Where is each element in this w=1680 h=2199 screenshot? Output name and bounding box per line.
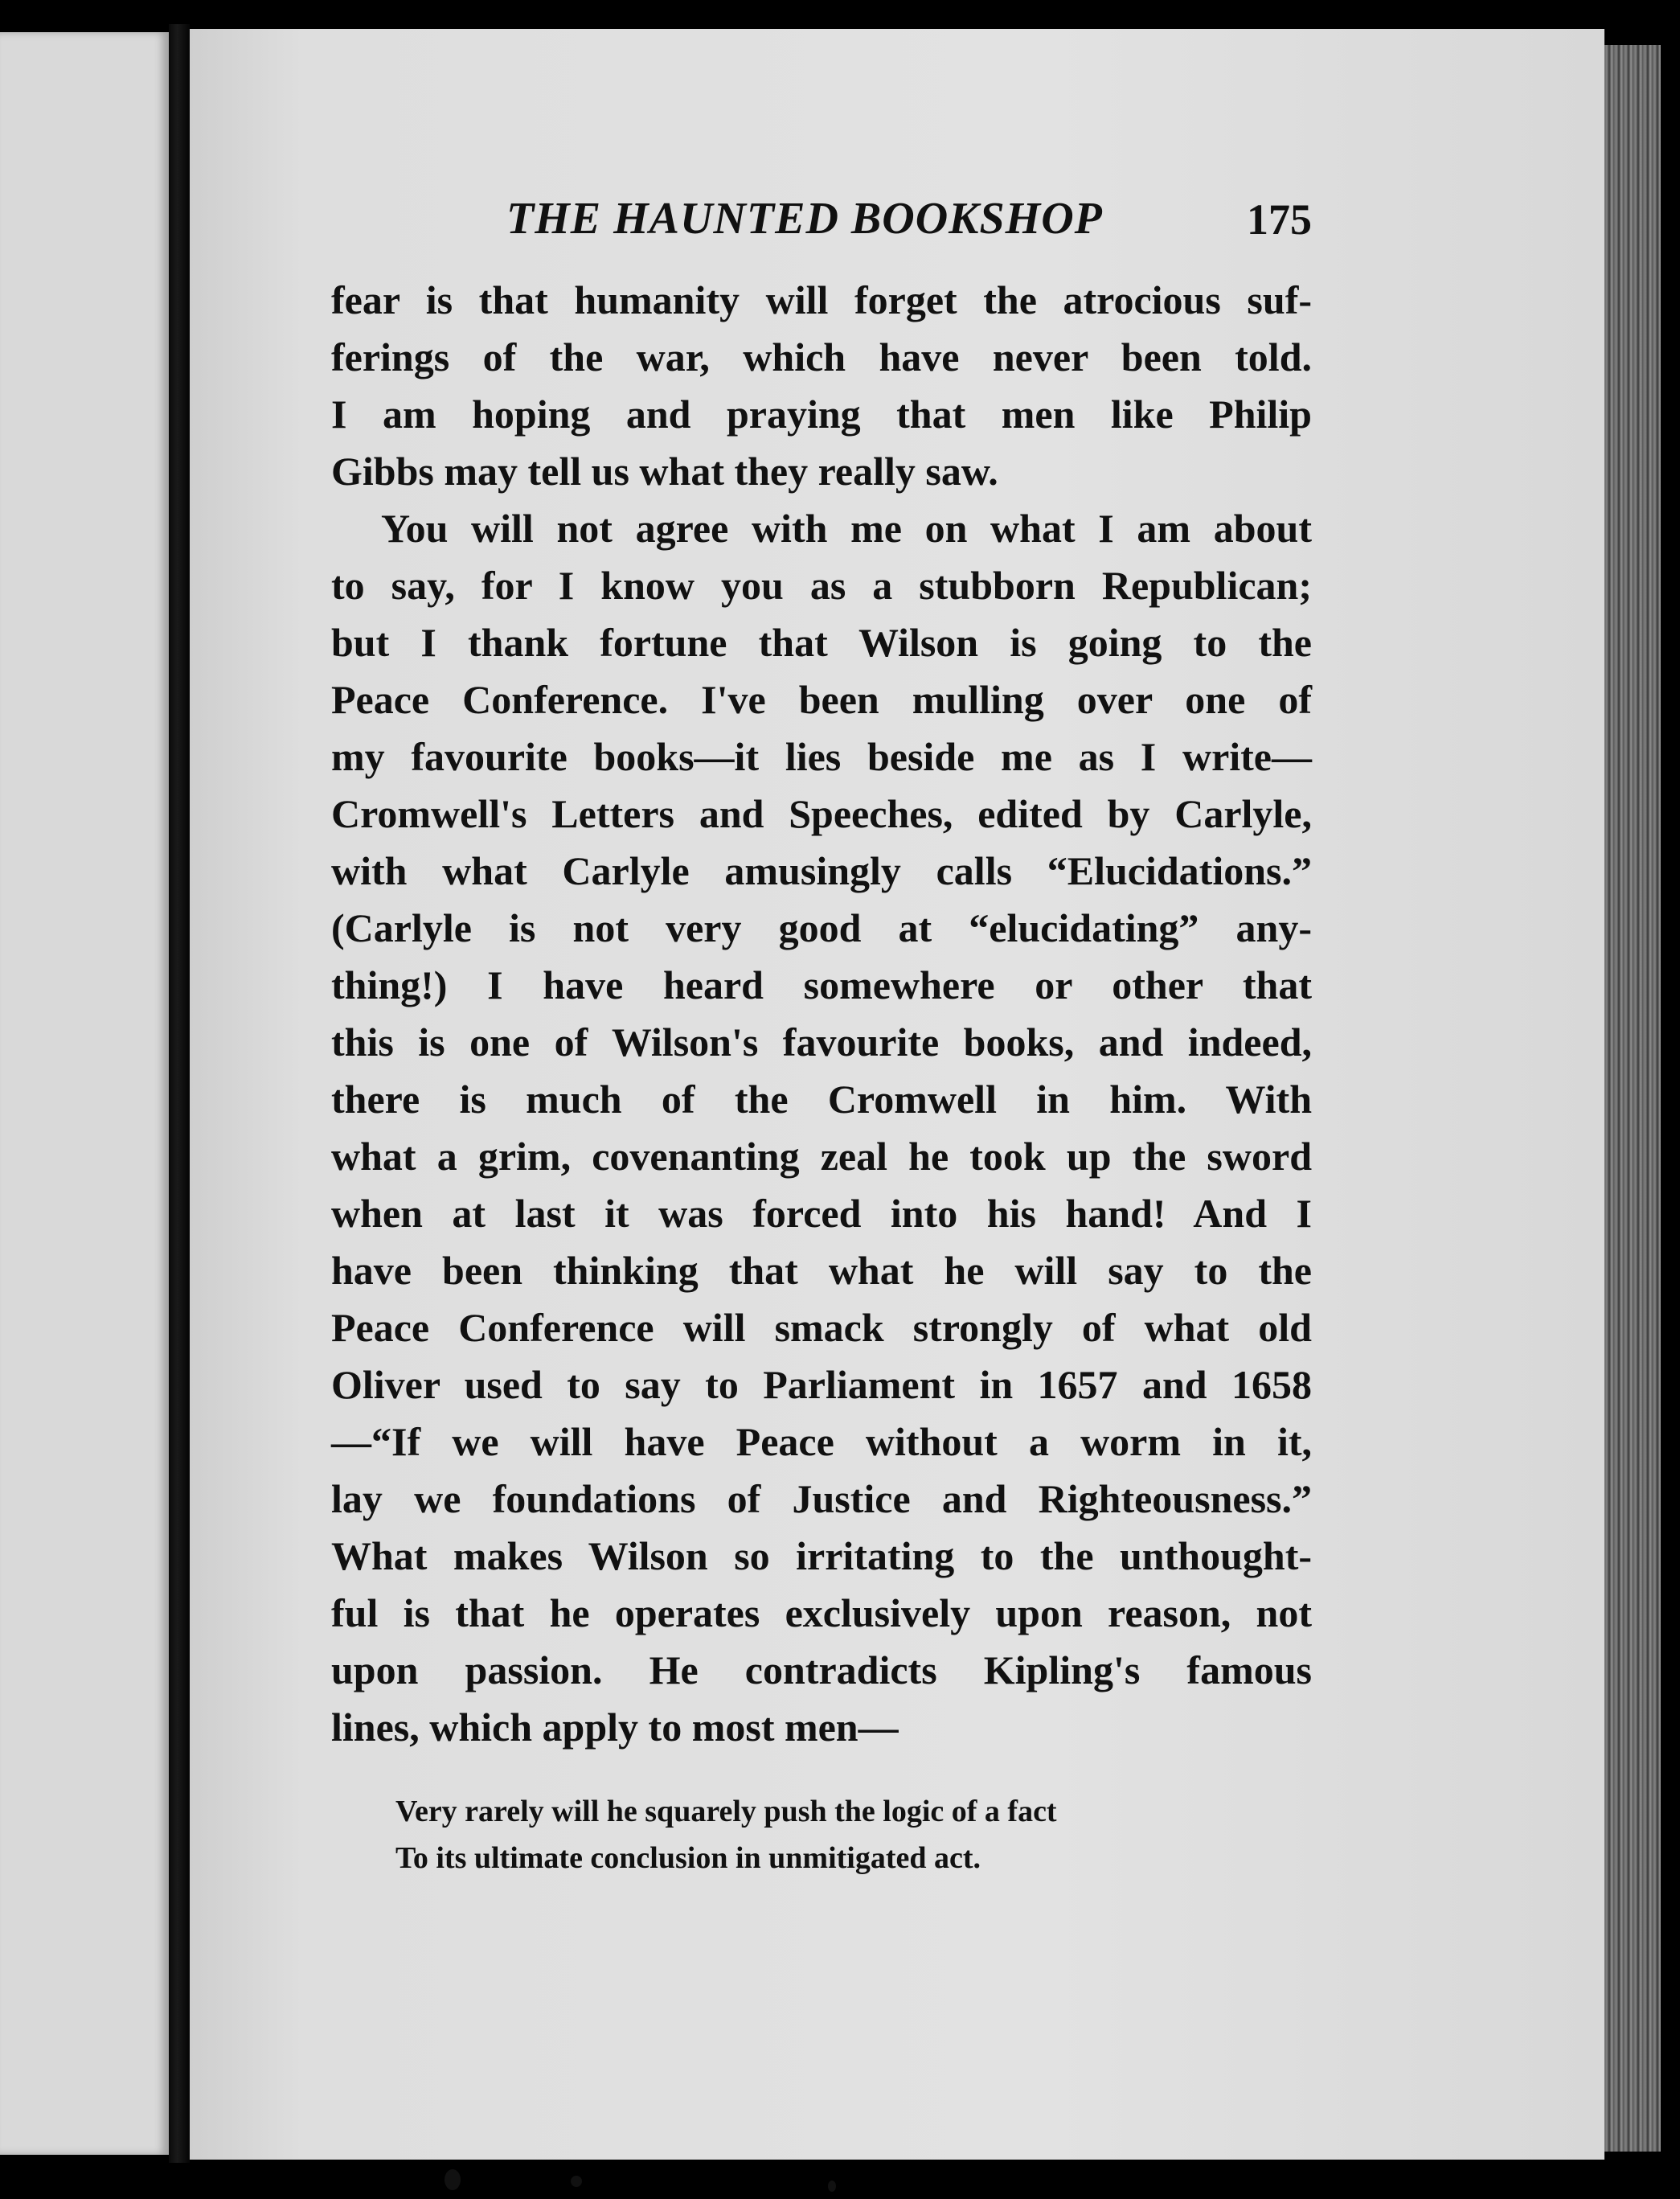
text-line: ful is that he operates exclusively upon reason, not — [331, 1590, 1312, 1635]
text-line: What makes Wilson so irritating to the unthought- — [331, 1533, 1312, 1578]
text-line: You will not agree with me on what I am about — [381, 506, 1312, 551]
text-line: there is much of the Cromwell in him. With — [331, 1077, 1312, 1122]
text-line: lay we foundations of Justice and Righteousness.” — [331, 1476, 1312, 1521]
text-line: what a grim, covenanting zeal he took up the sword — [331, 1134, 1312, 1179]
text-line: with what Carlyle amusingly calls “Elucidations.” — [331, 848, 1312, 893]
text-line: Peace Conference will smack strongly of what old — [331, 1305, 1312, 1350]
text-line: (Carlyle is not very good at “elucidating” any- — [331, 905, 1312, 950]
left-page-edge — [0, 32, 169, 2155]
running-head — [331, 193, 1312, 261]
quote-line: Very rarely will he squarely push the logic of a fact — [395, 1795, 1057, 1828]
book-gutter — [169, 24, 190, 2163]
page-edge-stack — [1604, 45, 1661, 2152]
text-line: to say, for I know you as a stubborn Republican; — [331, 563, 1312, 608]
text-line: lines, which apply to most men— — [331, 1705, 899, 1750]
page-content — [331, 193, 1312, 1881]
text-line: ferings of the war, which have never been told. — [331, 334, 1312, 379]
scan-speck — [828, 2181, 836, 2192]
scan-speck — [571, 2176, 582, 2187]
verse-quotation — [331, 1788, 1199, 1881]
text-line: upon passion. He contradicts Kipling's famous — [331, 1647, 1312, 1692]
text-line: fear is that humanity will forget the atrocious suf- — [331, 277, 1312, 322]
scan-speck — [445, 2169, 461, 2190]
text-line: when at last it was forced into his hand! And I — [331, 1191, 1312, 1236]
running-title: THE HAUNTED BOOKSHOP — [506, 194, 1103, 244]
page-number: 175 — [1247, 195, 1312, 244]
quote-line: To its ultimate conclusion in unmitigated act. — [395, 1841, 981, 1875]
paragraph-1 — [331, 272, 1312, 500]
text-line: Gibbs may tell us what they really saw. — [331, 449, 998, 494]
text-line: —“If we will have Peace without a worm in it, — [331, 1419, 1312, 1464]
text-line: thing!) I have heard somewhere or other that — [331, 962, 1312, 1007]
text-line: I am hoping and praying that men like Philip — [331, 392, 1312, 437]
text-line: Peace Conference. I've been mulling over one of — [331, 677, 1312, 722]
text-line: Oliver used to say to Parliament in 1657 and 1658 — [331, 1362, 1312, 1407]
paragraph-2 — [331, 500, 1312, 1756]
text-line: Cromwell's Letters and Speeches, edited by Carlyle, — [331, 791, 1312, 836]
text-line: this is one of Wilson's favourite books, and indeed, — [331, 1019, 1312, 1065]
text-line: but I thank fortune that Wilson is going to the — [331, 620, 1312, 665]
text-line: have been thinking that what he will say to the — [331, 1248, 1312, 1293]
text-line: my favourite books—it lies beside me as I write— — [331, 734, 1312, 779]
